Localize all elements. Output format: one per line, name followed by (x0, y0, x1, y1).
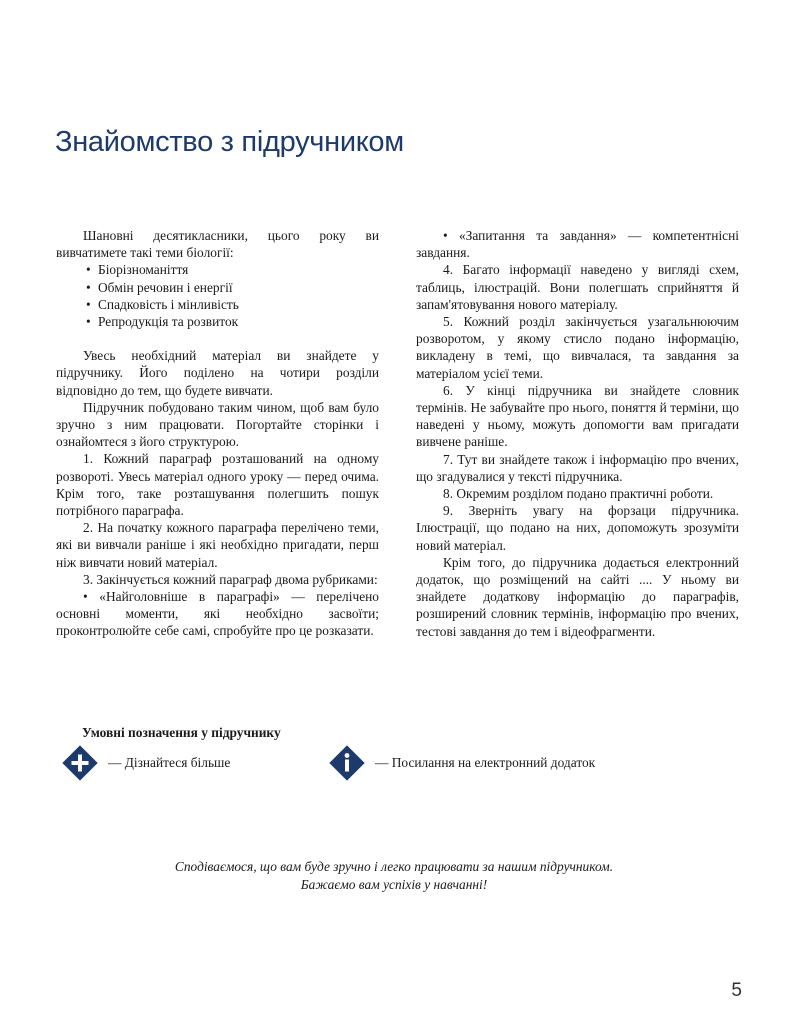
body-paragraph: Крім того, до підручника додається електронний додаток, що розміщений на сайті .... У ньому ви знайдете додаткову інформацію до параграфів, розширений словник термінів, інформацію про вчених, тестові завдання до тем і відеофрагменти. (416, 554, 739, 639)
closing-line: Бажаємо вам успіхів у навчанні! (300, 877, 488, 892)
body-paragraph: • «Запитання та завдання» — компетентнісні завдання. (416, 228, 739, 261)
intro-paragraph: Шановні десятикласники, цього року ви вивчатимете такі теми біології: (56, 228, 379, 261)
body-paragraph: 5. Кожний розділ закінчується узагальнюючим розворотом, у якому стисло подано інформацію, викладену в темі, що вивчалася, та завдання за матеріалом усієї теми. (416, 314, 739, 381)
body-paragraph: 4. Багато інформації наведено у вигляді схем, таблиць, ілюстрацій. Вони полегшать сприйняття й запам'ятовування нового матеріалу. (416, 262, 739, 312)
topic-item: • Обмін речовин і енергії (56, 279, 379, 296)
closing-line: Сподіваємося, що вам буде зручно і легко працювати за нашим підручником. (174, 859, 614, 874)
legend-item-label: — Посилання на електронний додаток (375, 755, 596, 770)
closing-message (0, 858, 788, 894)
body-paragraph: 2. На початку кожного параграфа перелічено теми, які ви вивчали раніше і які необхідно пригадати, перш ніж вивчати новий матеріал. (56, 520, 379, 570)
legend-title: Умовні позначення у підручнику (82, 725, 281, 740)
plus-diamond-icon (62, 745, 98, 781)
body-paragraph: 8. Окремим розділом подано практичні роботи. (443, 486, 714, 502)
legend-item-e-supplement (329, 745, 595, 781)
body-paragraph: 1. Кожний параграф розташований на одному розвороті. Увесь матеріал одного уроку — перед очима. Крім того, таке розташування полегшить пошук потрібного параграфа. (56, 451, 379, 519)
body-paragraph: • «Найголовніше в параграфі» — перелічено основні моменти, які необхідно засвоїти; проконтролюйте себе самі, спробуйте про це розказати. (56, 589, 379, 639)
info-diamond-icon (329, 745, 365, 781)
body-paragraph: 9. Зверніть увагу на форзаци підручника. Ілюстрації, що подано на них, допоможуть зрозуміти новий матеріал. (416, 503, 739, 553)
page-title: Знайомство з підручником (55, 126, 404, 158)
left-column (56, 227, 379, 640)
topic-item: • Репродукція та розвиток (56, 313, 379, 330)
body-paragraph: 7. Тут ви знайдете також і інформацію про вчених, що згадувалися у тексті підручника. (416, 451, 739, 484)
legend-item-learn-more (62, 745, 230, 781)
body-paragraph: 6. У кінці підручника ви знайдете словник термінів. Не забувайте про нього, поняття й терміни, що наведені у ньому, можуть допомогти вам пригадати вивчене раніше. (416, 382, 739, 450)
body-paragraph: 3. Закінчується кожний параграф двома рубриками: (83, 571, 378, 587)
topic-item: • Спадковість і мінливість (56, 296, 379, 313)
body-paragraph: Підручник побудовано таким чином, щоб вам було зручно з ним працювати. Погортайте сторінки і ознайомтеся з його структурою. (56, 399, 379, 450)
page-number: 5 (731, 980, 742, 1001)
legend-item-label: — Дізнайтеся більше (108, 755, 231, 770)
right-column (416, 227, 739, 640)
body-paragraph: Увесь необхідний матеріал ви знайдете у підручнику. Його поділено на чотири розділи відповідно до тем, що будете вивчати. (56, 348, 379, 398)
topic-item: • Біорізноманіття (56, 261, 379, 278)
